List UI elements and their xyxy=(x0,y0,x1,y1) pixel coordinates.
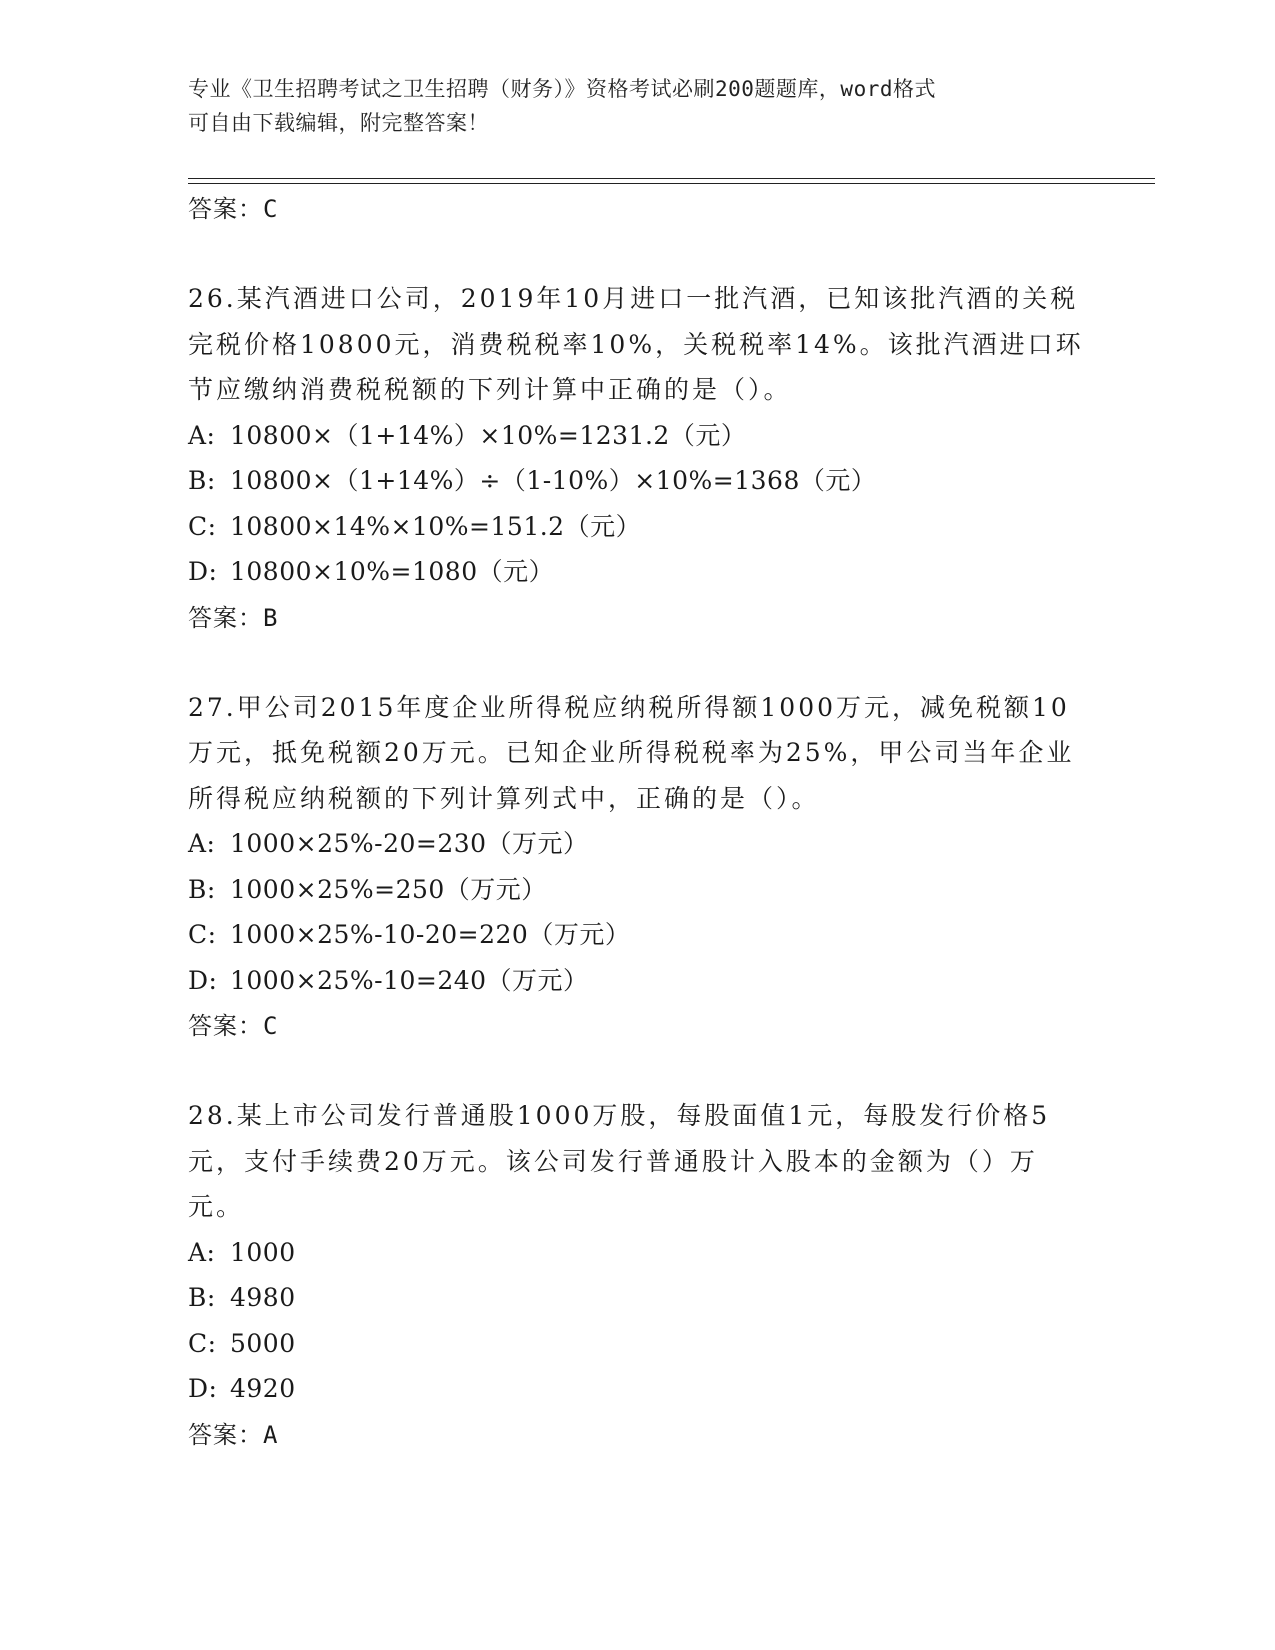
option-d xyxy=(188,958,1088,1004)
option-c xyxy=(188,1321,1088,1367)
option-c xyxy=(188,912,1088,958)
option-key: A: xyxy=(188,829,216,858)
option-key: C: xyxy=(188,920,217,949)
option-text: 10800×10%=1080（元） xyxy=(230,557,555,586)
option-text: 10800×（1+14%）×10%=1231.2（元） xyxy=(230,420,747,450)
option-text: 10800×14%×10%=151.2（元） xyxy=(230,511,642,541)
option-key: D: xyxy=(188,557,218,586)
question-stem: 26.某汽酒进口公司，2019年10月进口一批汽酒，已知该批汽酒的关税完税价格10800元，消费税税率10%，关税税率14%。该批汽酒进口环节应缴纳消费税税额的下列计算中正确的是（）。 xyxy=(188,284,1084,404)
option-b xyxy=(188,867,1088,913)
question-list xyxy=(188,186,1088,1458)
option-key: C: xyxy=(188,1328,217,1358)
option-text: 5000 xyxy=(230,1328,296,1358)
header-divider-bottom xyxy=(188,183,1155,184)
option-text: 10800×（1+14%）÷（1-10%）×10%=1368（元） xyxy=(230,466,877,495)
option-text: 1000×25%-20=230（万元） xyxy=(230,829,589,858)
option-a xyxy=(188,821,1088,867)
option-key: D: xyxy=(188,965,218,995)
option-text: 1000×25%-10-20=220（万元） xyxy=(230,920,631,949)
option-key: D: xyxy=(188,1374,218,1403)
option-text: 4980 xyxy=(230,1283,296,1312)
option-c xyxy=(188,504,1088,550)
option-d xyxy=(188,549,1088,595)
option-b xyxy=(188,1275,1088,1321)
option-key: B: xyxy=(188,1283,216,1312)
answer-line: 答案：B xyxy=(188,603,279,632)
option-a xyxy=(188,413,1088,459)
question-stem: 27.甲公司2015年度企业所得税应纳税所得额1000万元，减免税额10万元，抵免税额20万元。已知企业所得税税率为25%，甲公司当年企业所得税应纳税额的下列计算列式中，正确的是（）。 xyxy=(188,692,1075,813)
question-28 xyxy=(188,1093,1088,1458)
header-divider-top xyxy=(188,178,1155,179)
answer-line: 答案：A xyxy=(188,1420,279,1449)
option-key: B: xyxy=(188,466,216,495)
answer-line: 答案：C xyxy=(188,1012,279,1040)
option-d xyxy=(188,1366,1088,1412)
question-27 xyxy=(188,685,1088,1050)
question-26 xyxy=(188,276,1088,641)
option-text: 1000×25%=250（万元） xyxy=(230,874,547,904)
option-text: 1000×25%-10=240（万元） xyxy=(230,965,589,995)
header-line-1: 专业《卫生招聘考试之卫生招聘（财务）》资格考试必刷200题题库，word格式 xyxy=(188,77,936,101)
option-key: B: xyxy=(188,874,216,904)
option-a xyxy=(188,1230,1088,1276)
page-header xyxy=(188,72,1068,140)
answer-line: 答案：C xyxy=(188,195,279,223)
option-key: A: xyxy=(188,1237,216,1267)
header-line-2: 可自由下载编辑，附完整答案！ xyxy=(188,111,489,135)
option-text: 1000 xyxy=(230,1237,296,1267)
option-b xyxy=(188,458,1088,504)
option-key: C: xyxy=(188,511,217,541)
question-stem: 28.某上市公司发行普通股1000万股，每股面值1元，每股发行价格5元，支付手续费20万元。该公司发行普通股计入股本的金额为（）万元。 xyxy=(188,1101,1051,1221)
option-key: A: xyxy=(188,420,216,450)
option-text: 4920 xyxy=(230,1374,296,1403)
